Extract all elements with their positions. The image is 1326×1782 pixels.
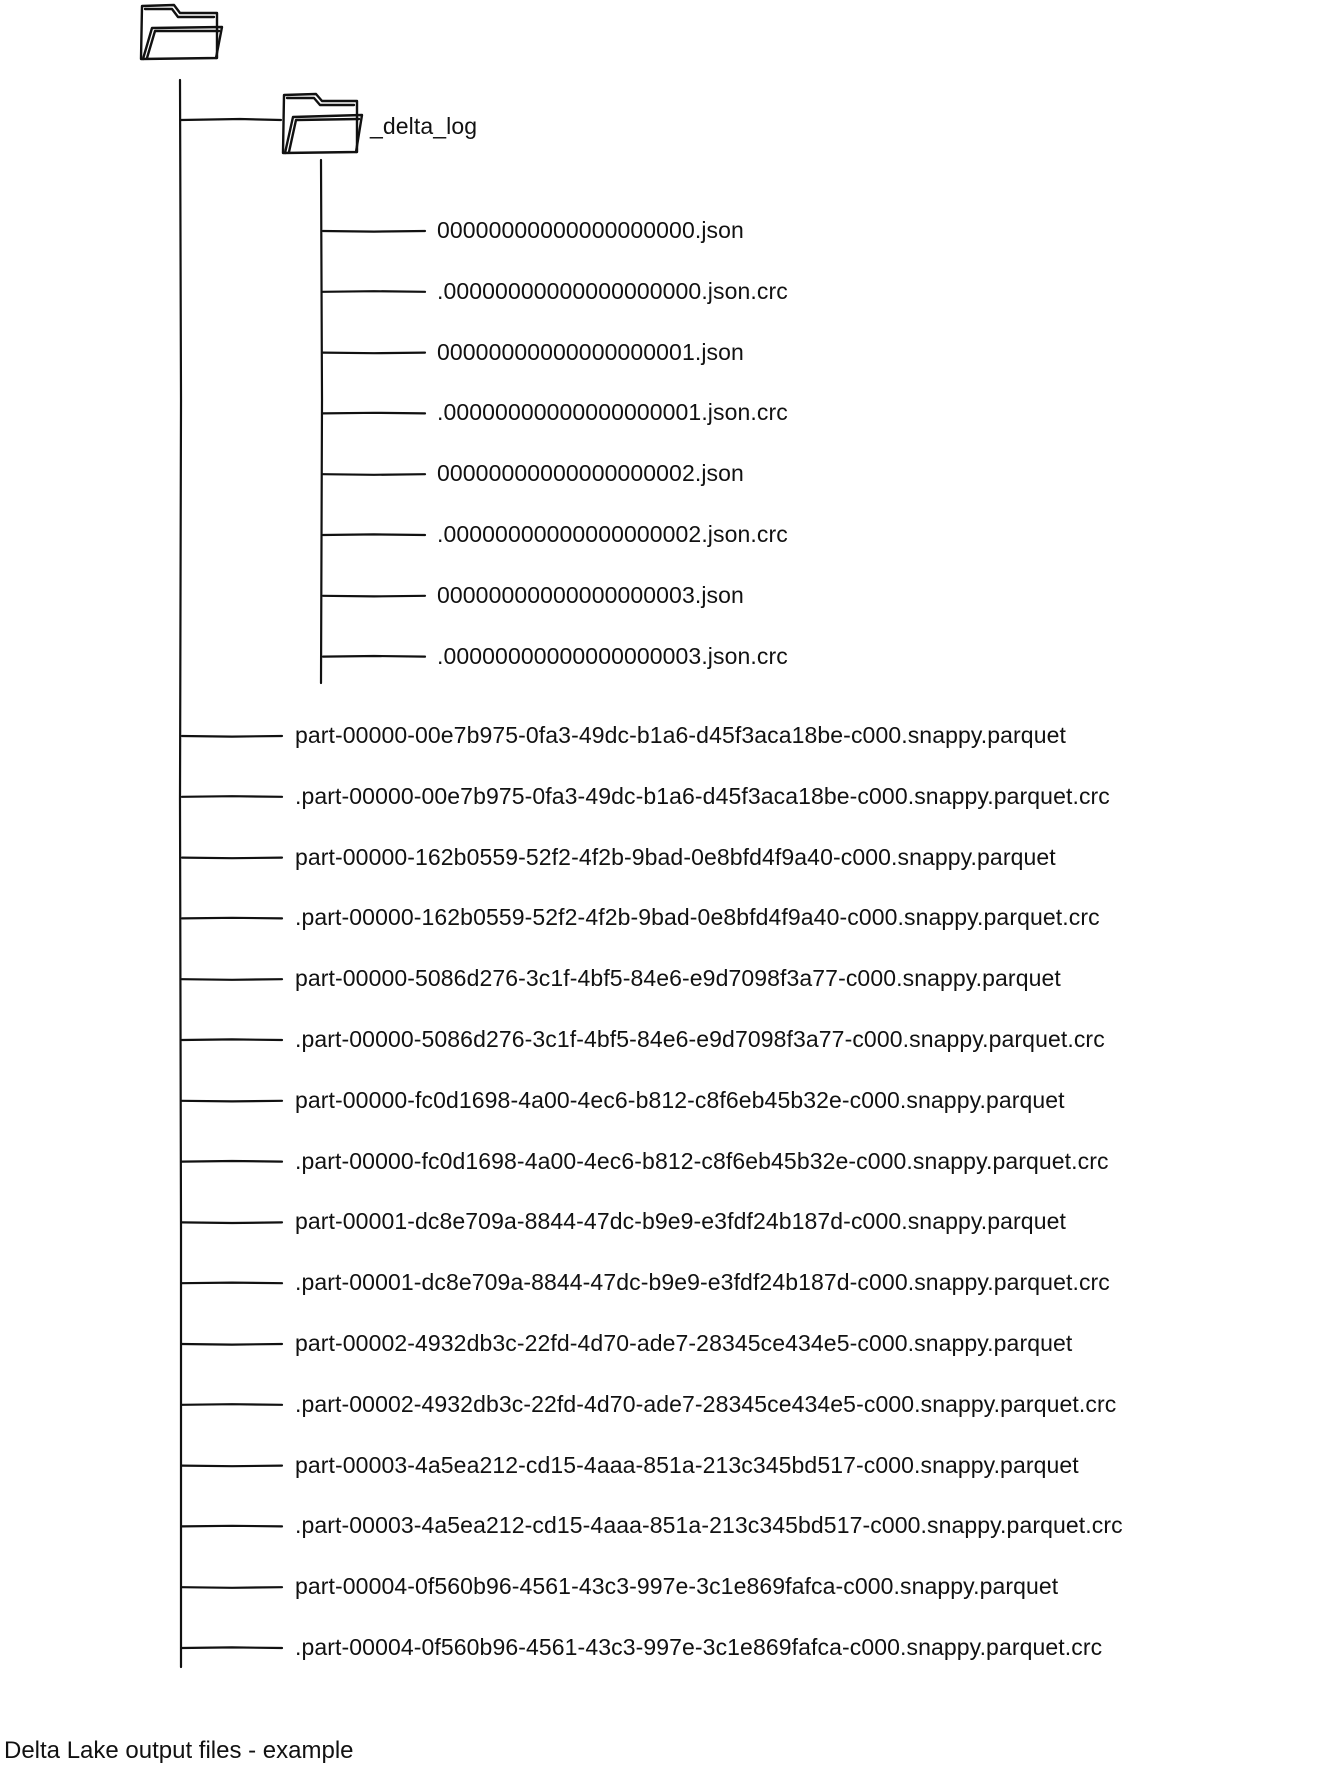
root-file-label: part-00003-4a5ea212-cd15-4aaa-851a-213c345bd517-c000.snappy.parquet: [295, 1451, 1079, 1478]
root-branch-line: [182, 1161, 282, 1162]
root-branch-line: [182, 1526, 282, 1527]
root-file-label: part-00002-4932db3c-22fd-4d70-ade7-28345ce434e5-c000.snappy.parquet: [295, 1330, 1073, 1356]
delta-log-trunk-line: [321, 160, 322, 683]
root-file-label: part-00000-fc0d1698-4a00-4ec6-b812-c8f6eb45b32e-c000.snappy.parquet: [295, 1086, 1065, 1113]
root-branch-line: [182, 1466, 282, 1467]
root-branch-line: [182, 979, 282, 980]
root-file-label: .part-00000-162b0559-52f2-4f2b-9bad-0e8bfd4f9a40-c000.snappy.parquet.crc: [295, 904, 1100, 931]
root-file-label: .part-00000-fc0d1698-4a00-4ec6-b812-c8f6eb45b32e-c000.snappy.parquet.crc: [295, 1147, 1109, 1174]
root-file-label: .part-00003-4a5ea212-cd15-4aaa-851a-213c345bd517-c000.snappy.parquet.crc: [295, 1512, 1123, 1539]
delta-log-file-label: 00000000000000000001.json: [437, 338, 744, 365]
root-branch-line: [182, 1587, 282, 1588]
root-branch-line: [182, 1647, 282, 1648]
delta-log-branch-line: [323, 656, 425, 657]
delta-log-folder-icon: [283, 94, 362, 153]
root-file-label: part-00000-00e7b975-0fa3-49dc-b1a6-d45f3aca18be-c000.snappy.parquet: [295, 722, 1066, 748]
diagram-caption: Delta Lake output files - example: [4, 1737, 354, 1764]
root-file-label: .part-00000-00e7b975-0fa3-49dc-b1a6-d45f3aca18be-c000.snappy.parquet.crc: [295, 782, 1110, 809]
delta-log-branch-line: [323, 474, 425, 475]
delta-log-branch-line: [323, 413, 425, 414]
root-branch-line: [182, 1222, 282, 1223]
root-file-label: part-00004-0f560b96-4561-43c3-997e-3c1e869fafca-c000.snappy.parquet: [295, 1573, 1059, 1600]
delta-log-folder-label: _delta_log: [370, 113, 478, 139]
root-branch-line: [182, 1039, 282, 1040]
delta-log-file-label: .00000000000000000000.json.crc: [437, 277, 788, 304]
delta-log-branch-line: [323, 534, 425, 535]
root-file-label: .part-00000-5086d276-3c1f-4bf5-84e6-e9d7098f3a77-c000.snappy.parquet.crc: [295, 1026, 1105, 1052]
delta-log-file-label: 00000000000000000000.json: [437, 217, 744, 243]
root-file-label: part-00001-dc8e709a-8844-47dc-b9e9-e3fdf24b187d-c000.snappy.parquet: [295, 1208, 1066, 1235]
root-branch-line: [182, 736, 282, 737]
delta-log-file-label: 00000000000000000002.json: [437, 460, 744, 487]
delta-log-file-label: .00000000000000000003.json.crc: [437, 642, 788, 669]
root-file-label: part-00000-162b0559-52f2-4f2b-9bad-0e8bfd4f9a40-c000.snappy.parquet: [295, 843, 1056, 870]
root-file-label: .part-00002-4932db3c-22fd-4d70-ade7-28345ce434e5-c000.snappy.parquet.crc: [295, 1390, 1117, 1417]
root-trunk-line: [180, 80, 181, 1667]
delta-log-branch: [181, 119, 281, 120]
root-branch-line: [182, 1344, 282, 1345]
root-branch-line: [182, 796, 282, 797]
delta-log-file-label: .00000000000000000002.json.crc: [437, 521, 788, 547]
root-branch-line: [182, 918, 282, 919]
delta-log-branch-line: [323, 231, 425, 232]
root-branch-line: [182, 858, 282, 859]
delta-log-branch-line: [323, 353, 425, 354]
delta-log-file-label: 00000000000000000003.json: [437, 581, 744, 608]
root-branch-line: [182, 1283, 282, 1284]
delta-log-file-label: .00000000000000000001.json.crc: [437, 399, 788, 426]
root-file-label: .part-00001-dc8e709a-8844-47dc-b9e9-e3fdf24b187d-c000.snappy.parquet.crc: [295, 1269, 1110, 1296]
delta-log-branch-line: [323, 291, 425, 292]
root-branch-line: [182, 1101, 282, 1102]
root-folder-icon: [141, 5, 222, 59]
root-file-label: part-00000-5086d276-3c1f-4bf5-84e6-e9d7098f3a77-c000.snappy.parquet: [295, 965, 1061, 992]
root-branch-line: [182, 1404, 282, 1405]
delta-log-branch-line: [323, 596, 425, 597]
root-file-label: .part-00004-0f560b96-4561-43c3-997e-3c1e869fafca-c000.snappy.parquet.crc: [295, 1634, 1103, 1660]
